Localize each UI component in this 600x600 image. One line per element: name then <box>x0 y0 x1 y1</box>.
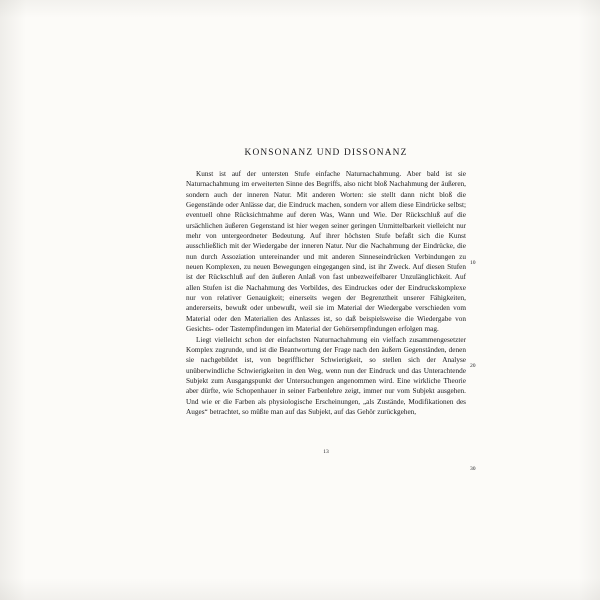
paragraph-1: Kunst ist auf der untersten Stufe einfache Naturnachahmung. Aber bald ist sie Naturnachahmung im erweiterten Sinne des Begriffs, also nicht bloß Nachahmung der äußeren, sondern auch der inneren Natur. Mit anderen Worten: sie stellt dann nicht bloß die Gegenstände oder Anlässe dar, die Eindruck machen, sondern vor allem diese Eindrücke selbst; eventuell ohne Rücksichtnahme auf deren Was, Wann und Wie. Der Rückschluß auf die ursächlichen äußeren Gegenstand ist hier wegen seiner geringen Unmittelbarkeit vielleicht nur mehr von untergeordneter Bedeutung. Auf ihrer höchsten Stufe befaßt sich die Kunst ausschließlich mit der Wiedergabe der inneren Natur. Nur die Nachahmung der Eindrücke, die nun durch Assoziation untereinander und mit anderen Sinneseindrücken Verbindungen zu neuen Komplexen, zu neuen Bewegungen eingegangen sind, ist ihr Zweck. Auf diesen Stufen ist der Rückschluß auf den äußeren Anlaß von fast unbezweifelbarer Unzulänglichkeit. Auf allen Stufen ist die Nachahmung des Vorbildes, des Eindruckes oder der Eindruckskomplexe nur von relativer Genauigkeit; einerseits wegen der Begrenztheit unserer Fähigkeiten, andererseits, bewußt oder unbewußt, weil sie im Material der Wiedergabe verschieden vom Material oder den Materialien des Anlasses ist, so daß beispielsweise die Wiedergabe von Gesichts- oder Tastempfindungen im Material der Gehörsempfindungen erfolgen mag. <box>186 170 466 334</box>
text-column <box>186 148 466 417</box>
paragraph-2: Liegt vielleicht schon der einfachsten Naturnachahmung ein vielfach zusammengesetzter Komplex zugrunde, und ist die Beantwortung der Frage nach den äußern Gegenständen, denen sie nachgebildet ist, von begrifflicher Schwierigkeit, so stellen sich der Analyse unüberwindliche Schwierigkeiten in den Weg, wenn nun der Eindruck und das Unterachtende Subjekt zum Ausgangspunkt der Untersuchungen angenommen wird. Eine wirkliche Theorie aber dürfte, wie Schopenhauer in seiner Farbenlehre zeigt, immer nur vom Subjekt ausgehen. Und wie er die Farben als physiologische Erscheinungen, „als Zustände, Modifikationen des Auges“ betrachtet, so müßte man auf das Subjekt, auf das Gehör zurückgehen, <box>186 335 466 416</box>
line-number: 30 <box>470 466 476 472</box>
line-number: 20 <box>470 363 476 369</box>
folio-number: 13 <box>323 449 329 455</box>
line-number: 10 <box>470 260 476 266</box>
page-title: KONSONANZ UND DISSONANZ <box>244 148 408 158</box>
